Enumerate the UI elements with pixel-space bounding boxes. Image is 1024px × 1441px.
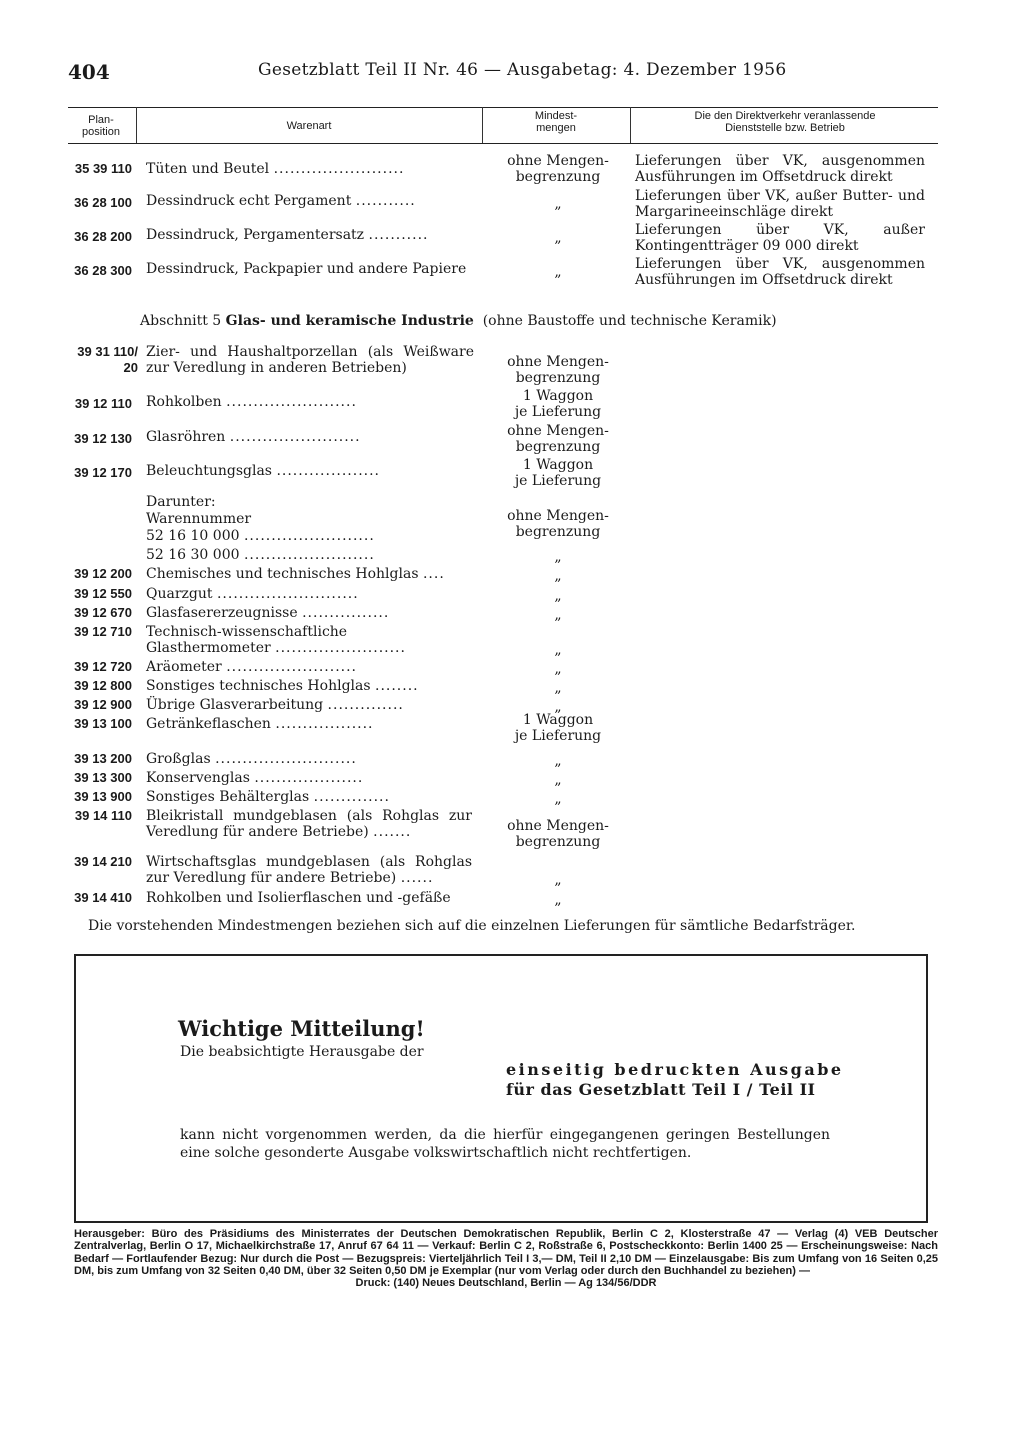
leader-dots: ........................ bbox=[243, 528, 375, 544]
warenart-text: Darunter: Warennummer 52 16 10 000 bbox=[146, 494, 252, 544]
leader-dots: ........... bbox=[355, 193, 416, 209]
mindestmenge: „ bbox=[554, 264, 562, 280]
section-prefix: Abschnitt 5 bbox=[140, 313, 226, 329]
notice-emphasis-line2: für das Gesetzblatt Teil I / Teil II bbox=[506, 1080, 816, 1099]
notice-intro: Die beabsichtigte Herausgabe der bbox=[180, 1044, 424, 1060]
warenart bbox=[146, 751, 471, 767]
leader-dots: .................. bbox=[275, 716, 374, 732]
warenart bbox=[146, 394, 471, 410]
warenart bbox=[146, 227, 471, 243]
warenart bbox=[146, 586, 471, 602]
plan-position: 39 12 110 bbox=[74, 396, 132, 411]
plan-position: 39 13 300 bbox=[74, 770, 132, 785]
leader-dots: ........................ bbox=[275, 640, 406, 656]
leader-dots: ........................ bbox=[229, 429, 361, 445]
plan-position: 39 12 710 bbox=[74, 624, 132, 639]
leader-dots: .... bbox=[422, 566, 445, 582]
warenart-text: Dessindruck, Packpapier und andere Papiere bbox=[146, 261, 467, 277]
plan-position: 39 14 210 bbox=[74, 854, 132, 869]
warenart-text: Konservenglas bbox=[146, 770, 250, 786]
plan-position: 39 12 720 bbox=[74, 659, 132, 674]
mindestmenge: 1 Waggon je Lieferung bbox=[514, 388, 602, 420]
warenart bbox=[146, 261, 471, 277]
mindestmenge: „ bbox=[554, 892, 562, 908]
plan-position: 39 14 110 bbox=[74, 808, 132, 823]
warenart bbox=[146, 161, 471, 177]
plan-position: 36 28 100 bbox=[74, 195, 132, 210]
warenart bbox=[146, 429, 471, 445]
warenart-text: Rohkolben bbox=[146, 394, 222, 410]
mindestmenge: ohne Mengen- begrenzung bbox=[507, 508, 609, 540]
notice-body: kann nicht vorgenommen werden, da die hierfür eingegangenen geringen Bestellungen eine solche gesonderte Ausgabe volkswirtschaftlich nicht rechtfertigen. bbox=[180, 1127, 830, 1161]
mindestmenge: „ bbox=[554, 230, 562, 246]
page-title: Gesetzblatt Teil II Nr. 46 — Ausgabetag: 4. Dezember 1956 bbox=[258, 60, 787, 80]
plan-position: 36 28 200 bbox=[74, 229, 132, 244]
mindestmenge: „ bbox=[554, 661, 562, 677]
plan-position: 39 12 900 bbox=[74, 697, 132, 712]
leader-dots: ........................ bbox=[273, 161, 405, 177]
warenart-text: Glasröhren bbox=[146, 429, 226, 445]
mindestmenge: „ bbox=[554, 549, 562, 565]
warenart bbox=[146, 808, 472, 840]
mindestmenge: „ bbox=[554, 588, 562, 604]
plan-position: 39 12 550 bbox=[74, 586, 132, 601]
leader-dots: ....... bbox=[373, 824, 412, 840]
plan-position: 39 31 110/ 20 bbox=[77, 344, 138, 375]
notice-emphasis-line1: einseitig bedruckten Ausgabe bbox=[506, 1060, 844, 1079]
plan-position: 39 12 670 bbox=[74, 605, 132, 620]
warenart bbox=[146, 659, 471, 675]
imprint bbox=[74, 1228, 938, 1289]
warenart-text: Beleuchtungsglas bbox=[146, 463, 272, 479]
warenart-text: Wirtschaftsglas mundgeblasen (als Rohglas zur Veredlung für andere Betriebe) bbox=[146, 854, 472, 886]
warenart bbox=[146, 547, 471, 563]
mindestmenge: 1 Waggon je Lieferung bbox=[514, 457, 602, 489]
warenart-text: Bleikristall mundgeblasen (als Rohglas zur Veredlung für andere Betriebe) bbox=[146, 808, 472, 840]
warenart-text: Großglas bbox=[146, 751, 211, 767]
leader-dots: .......................... bbox=[215, 751, 357, 767]
warenart bbox=[146, 854, 472, 886]
column-header-dienststelle: Die den Direktverkehr veranlassende Dienststelle bzw. Betrieb bbox=[694, 110, 876, 134]
mindestmenge: „ bbox=[554, 607, 562, 623]
leader-dots: .......................... bbox=[216, 586, 359, 602]
section-suffix: (ohne Baustoffe und technische Keramik) bbox=[473, 313, 777, 329]
leader-dots: ........ bbox=[375, 678, 419, 694]
warenart-text: Technisch-wissenschaftliche Glasthermometer bbox=[146, 624, 348, 656]
section-heading bbox=[140, 313, 777, 329]
imprint-print-line: Druck: (140) Neues Deutschland, Berlin — Ag 134/56/DDR bbox=[355, 1277, 657, 1290]
plan-position: 39 12 170 bbox=[74, 465, 132, 480]
warenart-text: Chemisches und technisches Hohlglas bbox=[146, 566, 419, 582]
dienststelle: Lieferungen über VK, ausgenommen Ausführungen im Offsetdruck direkt bbox=[635, 256, 925, 288]
warenart bbox=[146, 716, 471, 732]
mindestmenge: „ bbox=[554, 872, 562, 888]
plan-position: 39 12 130 bbox=[74, 431, 132, 446]
mindestmenge: „ bbox=[554, 196, 562, 212]
column-divider bbox=[630, 107, 631, 143]
warenart bbox=[146, 770, 471, 786]
leader-dots: .............. bbox=[313, 789, 390, 805]
warenart bbox=[146, 624, 456, 656]
mindestmenge: „ bbox=[554, 791, 562, 807]
mindestmenge: „ bbox=[554, 772, 562, 788]
dienststelle: Lieferungen über VK, außer Butter- und Margarineeinschläge direkt bbox=[635, 188, 925, 220]
mindestmenge: ohne Mengen- begrenzung bbox=[507, 354, 609, 386]
mindestmenge: ohne Mengen- begrenzung bbox=[507, 153, 609, 185]
leader-dots: ...... bbox=[400, 870, 434, 886]
warenart bbox=[146, 697, 471, 713]
dienststelle: Lieferungen über VK, außer Kontingentträger 09 000 direkt bbox=[635, 222, 925, 254]
leader-dots: ........................ bbox=[243, 547, 375, 563]
footnote: Die vorstehenden Mindestmengen beziehen sich auf die einzelnen Lieferungen für sämtliche Bedarfsträger. bbox=[88, 918, 856, 934]
warenart bbox=[146, 463, 471, 479]
table-header-rule bbox=[68, 143, 938, 144]
warenart bbox=[146, 193, 471, 209]
plan-position: 39 13 900 bbox=[74, 789, 132, 804]
mindestmenge: ohne Mengen- begrenzung bbox=[507, 818, 609, 850]
leader-dots: .................... bbox=[254, 770, 364, 786]
notice-emphasis bbox=[506, 1060, 844, 1100]
warenart-text: Dessindruck, Pergamentersatz bbox=[146, 227, 365, 243]
warenart-text: 52 16 30 000 bbox=[146, 547, 240, 563]
warenart bbox=[146, 566, 471, 582]
page-number: 404 bbox=[68, 60, 110, 84]
leader-dots: ........... bbox=[368, 227, 429, 243]
leader-dots: ........................ bbox=[226, 659, 358, 675]
warenart-text: Glasfasererzeugnisse bbox=[146, 605, 298, 621]
warenart-text: Sonstiges technisches Hohlglas bbox=[146, 678, 371, 694]
warenart-text: Dessindruck echt Pergament bbox=[146, 193, 352, 209]
warenart-text: Quarzgut bbox=[146, 586, 213, 602]
plan-position: 36 28 300 bbox=[74, 263, 132, 278]
warenart-text: Aräometer bbox=[146, 659, 222, 675]
imprint-text: Herausgeber: Büro des Präsidiums des Ministerrates der Deutschen Demokratischen Republik, Berlin C 2, Klosterstraße 47 — Verlag (4) VEB Deutscher Zentralverlag, Berlin O 17, Michaelkirchstraße 17, Anruf 67 64 11 — Verkauf: Berlin C 2, Roßstraße 6, Postscheckkonto: Berlin 1400 25 — Erscheinungsweise: Nach Bedarf — Fortlaufender Bezug: Nur durch die Post — Bezugspreis: Vierteljährlich Teil I 3,— DM, Teil II 2,10 DM — Einzelausgabe: Bis zum Umfang von 16 Seiten 0,25 DM, bis zum Umfang von 32 Seiten 0,40 DM, über 32 Seiten 0,50 DM je Exemplar (nur vom Verlag oder durch den Buchhandel zu beziehen) — bbox=[74, 1228, 938, 1277]
column-header-warenart: Warenart bbox=[286, 120, 332, 132]
section-title: Glas- und keramische Industrie bbox=[225, 313, 474, 329]
warenart-text: Tüten und Beutel bbox=[146, 161, 270, 177]
plan-position: 39 14 410 bbox=[74, 890, 132, 905]
warenart: Zier- und Haushaltporzellan (als Weißware zur Veredlung in anderen Betrieben) bbox=[146, 344, 474, 376]
plan-position: 35 39 110 bbox=[74, 161, 132, 176]
plan-position: 39 13 200 bbox=[74, 751, 132, 766]
plan-position: 39 12 200 bbox=[74, 566, 132, 581]
column-header-mindestmengen: Mindest- mengen bbox=[534, 110, 578, 134]
mindestmenge: „ bbox=[554, 642, 562, 658]
warenart bbox=[146, 789, 471, 805]
leader-dots: ................... bbox=[276, 463, 381, 479]
warenart-text: Übrige Glasverarbeitung bbox=[146, 697, 324, 713]
column-header-planposition: Plan- position bbox=[82, 114, 120, 138]
notice-box bbox=[74, 954, 928, 1223]
dienststelle: Lieferungen über VK, ausgenommen Ausführungen im Offsetdruck direkt bbox=[635, 153, 925, 185]
mindestmenge: „ bbox=[554, 753, 562, 769]
warenart bbox=[146, 605, 471, 621]
mindestmenge: „ bbox=[554, 699, 562, 715]
leader-dots: ........................ bbox=[226, 394, 357, 410]
mindestmenge: 1 Waggon je Lieferung bbox=[514, 712, 602, 744]
mindestmenge: „ bbox=[554, 568, 562, 584]
warenart bbox=[146, 494, 471, 545]
plan-position: 39 13 100 bbox=[74, 716, 132, 731]
plan-position: 39 12 800 bbox=[74, 678, 132, 693]
notice-heading: Wichtige Mitteilung! bbox=[178, 1016, 425, 1041]
warenart: Rohkolben und Isolierflaschen und -gefäße bbox=[146, 890, 451, 906]
table-top-rule bbox=[68, 107, 938, 108]
warenart bbox=[146, 678, 471, 694]
leader-dots: ................ bbox=[302, 605, 390, 621]
mindestmenge: ohne Mengen- begrenzung bbox=[507, 423, 609, 455]
warenart-text: Getränkeflaschen bbox=[146, 716, 271, 732]
mindestmenge: „ bbox=[554, 680, 562, 696]
warenart-text: Sonstiges Behälterglas bbox=[146, 789, 310, 805]
leader-dots: .............. bbox=[327, 697, 404, 713]
